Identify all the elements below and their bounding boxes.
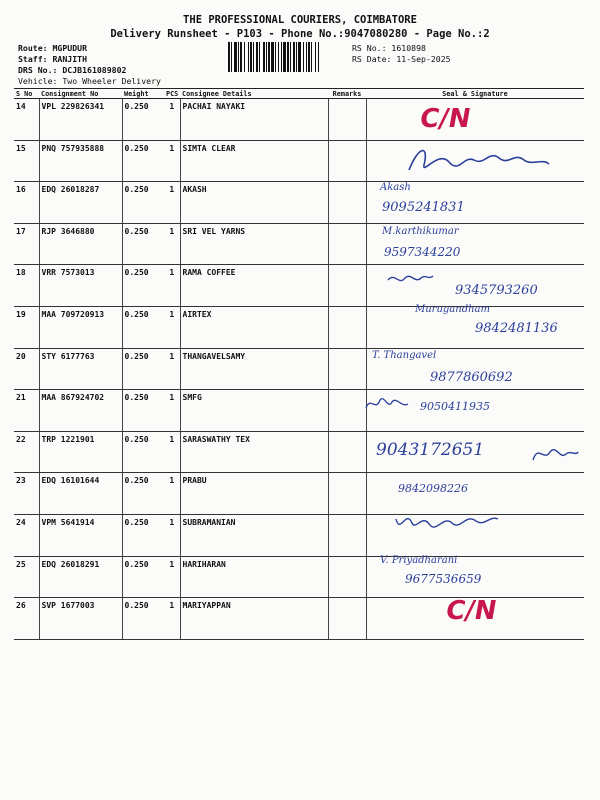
cell-consignment: EDQ 26018287: [39, 182, 122, 224]
cell-remarks: [328, 265, 366, 307]
cell-pcs: 1: [164, 431, 180, 473]
signature-scribble: [362, 394, 410, 414]
rs-number: RS No.: 1610898: [352, 43, 426, 53]
signature-phone: 9095241831: [382, 200, 465, 215]
col-signature: Seal & Signature: [366, 89, 584, 99]
signature-scribble: [392, 505, 502, 535]
cell-weight: 0.250: [122, 223, 164, 265]
cell-consignee: AIRTEX: [180, 306, 328, 348]
cell-remarks: [328, 182, 366, 224]
cell-consignee: SMFG: [180, 390, 328, 432]
signature-name: T. Thangavel: [372, 350, 437, 361]
cell-consignee: SARASWATHY TEX: [180, 431, 328, 473]
cell-consignment: EDQ 26018291: [39, 556, 122, 598]
signature-name: M.karthikumar: [382, 226, 459, 237]
cell-pcs: 1: [164, 598, 180, 640]
cell-consignment: SVP 1677003: [39, 598, 122, 640]
table-row: [14, 223, 584, 265]
cell-remarks: [328, 514, 366, 556]
signature-phone: 9877860692: [430, 370, 513, 385]
cell-pcs: 1: [164, 514, 180, 556]
cell-consignment: PNQ 757935888: [39, 140, 122, 182]
cell-sno: 20: [14, 348, 39, 390]
runsheet-subtitle: Delivery Runsheet - P103 - Phone No.:9047080280 - Page No.:2: [110, 28, 490, 40]
cell-pcs: 1: [164, 223, 180, 265]
signature-phone: 9842481136: [475, 321, 558, 336]
cell-sno: 19: [14, 306, 39, 348]
cell-pcs: 1: [164, 99, 180, 141]
cell-weight: 0.250: [122, 598, 164, 640]
cell-weight: 0.250: [122, 348, 164, 390]
cell-remarks: [328, 140, 366, 182]
cell-weight: 0.250: [122, 182, 164, 224]
cell-pcs: 1: [164, 473, 180, 515]
cell-remarks: [328, 556, 366, 598]
signature-name: V. Priyadharani: [380, 555, 458, 566]
cell-remarks: [328, 306, 366, 348]
cell-weight: 0.250: [122, 99, 164, 141]
cell-weight: 0.250: [122, 140, 164, 182]
signature-name: Akash: [380, 182, 411, 193]
drs-label: DRS No.: DCJB161089802: [18, 65, 127, 75]
cell-consignment: MAA 709720913: [39, 306, 122, 348]
cell-consignee: AKASH: [180, 182, 328, 224]
cell-consignee: THANGAVELSAMY: [180, 348, 328, 390]
cell-pcs: 1: [164, 182, 180, 224]
cell-weight: 0.250: [122, 390, 164, 432]
staff-label: Staff: RANJITH: [18, 54, 88, 64]
cell-consignment: TRP 1221901: [39, 431, 122, 473]
cell-consignment: RJP 3646880: [39, 223, 122, 265]
signature-name: Murugandham: [415, 304, 490, 315]
table-row: [14, 99, 584, 141]
table-header-row: [14, 89, 584, 99]
signature-phone: 9842098226: [398, 482, 468, 495]
signature-scribble: [385, 270, 435, 288]
cell-consignment: EDQ 16101644: [39, 473, 122, 515]
table-row: [14, 390, 584, 432]
vehicle-label: Vehicle: Two Wheeler Delivery: [18, 76, 161, 86]
cn-mark: C/N: [417, 104, 473, 134]
signature-phone: 9677536659: [405, 572, 482, 586]
cell-pcs: 1: [164, 265, 180, 307]
cell-sno: 24: [14, 514, 39, 556]
col-remarks: Remarks: [328, 89, 366, 99]
col-sno: S No: [14, 89, 39, 99]
cell-remarks: [328, 99, 366, 141]
signature-phone: 9043172651: [376, 440, 485, 460]
col-consignment: Consignment No: [39, 89, 122, 99]
signature-scribble: [404, 140, 554, 180]
cell-consignee: PACHAI NAYAKI: [180, 99, 328, 141]
cell-sno: 26: [14, 598, 39, 640]
cn-mark: C/N: [443, 596, 499, 626]
cell-pcs: 1: [164, 390, 180, 432]
cell-weight: 0.250: [122, 556, 164, 598]
cell-consignment: STY 6177763: [39, 348, 122, 390]
cell-pcs: 1: [164, 140, 180, 182]
cell-consignment: VPM 5641914: [39, 514, 122, 556]
cell-signature: [366, 99, 584, 141]
cell-remarks: [328, 348, 366, 390]
col-pcs: PCS: [166, 89, 179, 98]
cell-weight: 0.250: [122, 473, 164, 515]
cell-pcs: 1: [164, 556, 180, 598]
cell-consignee: SUBRAMANIAN: [180, 514, 328, 556]
cell-sno: 25: [14, 556, 39, 598]
cell-consignee: HARIHARAN: [180, 556, 328, 598]
cell-remarks: [328, 598, 366, 640]
cell-sno: 15: [14, 140, 39, 182]
cell-remarks: [328, 473, 366, 515]
cell-consignment: VRR 7573013: [39, 265, 122, 307]
signature-phone: 9050411935: [420, 400, 490, 413]
cell-pcs: 1: [164, 348, 180, 390]
signature-phone: 9597344220: [384, 245, 461, 259]
cell-sno: 16: [14, 182, 39, 224]
company-title: THE PROFESSIONAL COURIERS, COIMBATORE: [183, 14, 417, 26]
cell-consignee: SRI VEL YARNS: [180, 223, 328, 265]
col-consignee: Consignee Details: [180, 89, 328, 99]
cell-sno: 14: [14, 99, 39, 141]
signature-phone: 9345793260: [455, 283, 538, 298]
rs-date: RS Date: 11-Sep-2025: [352, 54, 451, 64]
cell-sno: 17: [14, 223, 39, 265]
cell-sno: 18: [14, 265, 39, 307]
cell-consignee: SIMTA CLEAR: [180, 140, 328, 182]
table-row: [14, 431, 584, 473]
cell-consignee: RAMA COFFEE: [180, 265, 328, 307]
cell-sno: 23: [14, 473, 39, 515]
table-row: [14, 598, 584, 640]
col-weight: Weight: [122, 89, 164, 99]
cell-consignee: PRABU: [180, 473, 328, 515]
cell-remarks: [328, 223, 366, 265]
cell-consignment: MAA 867924702: [39, 390, 122, 432]
cell-consignee: MARIYAPPAN: [180, 598, 328, 640]
route-label: Route: MGPUDUR: [18, 43, 88, 53]
cell-consignment: VPL 229826341: [39, 99, 122, 141]
cell-weight: 0.250: [122, 514, 164, 556]
cell-weight: 0.250: [122, 306, 164, 348]
table-row: [14, 182, 584, 224]
table-row: [14, 556, 584, 598]
barcode-image: [228, 42, 350, 72]
cell-weight: 0.250: [122, 431, 164, 473]
cell-sno: 21: [14, 390, 39, 432]
cell-sno: 22: [14, 431, 39, 473]
cell-remarks: [328, 390, 366, 432]
cell-remarks: [328, 431, 366, 473]
signature-scribble: [530, 442, 580, 464]
cell-weight: 0.250: [122, 265, 164, 307]
cell-pcs: 1: [164, 306, 180, 348]
